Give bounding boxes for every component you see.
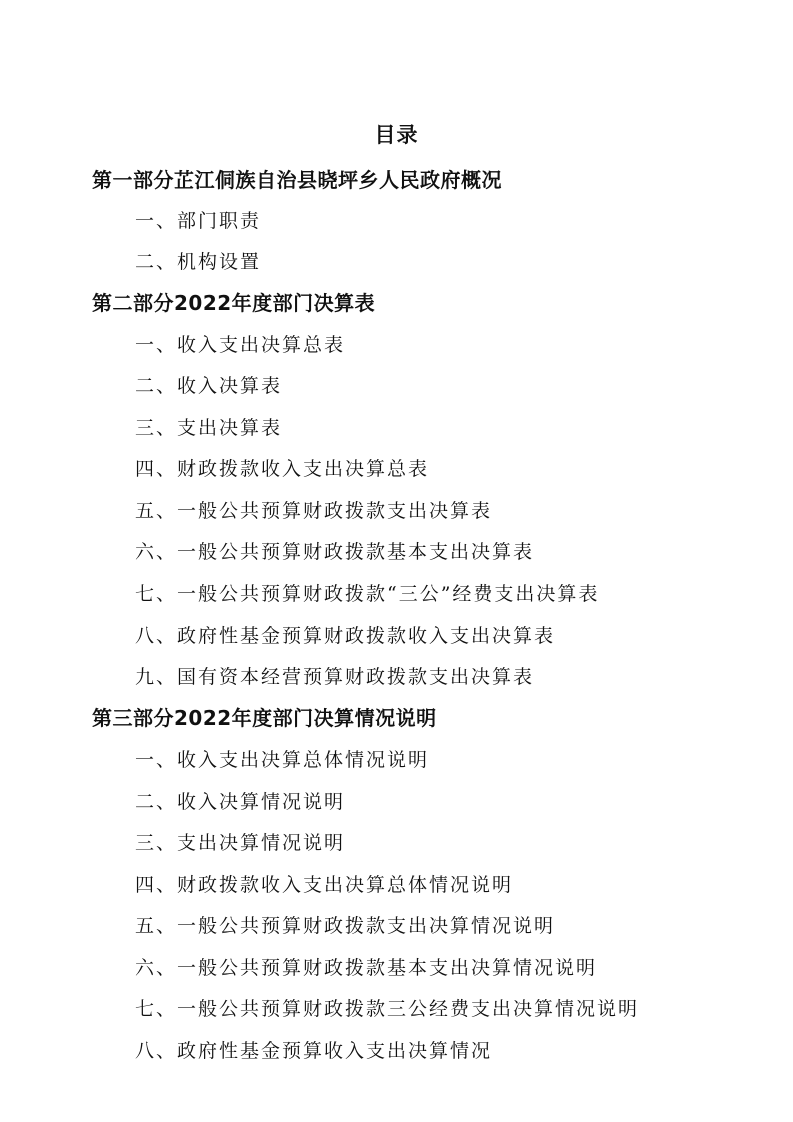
toc-item: 三、支出决算表 xyxy=(135,417,283,439)
toc-item: 四、财政拨款收入支出决算总体情况说明 xyxy=(135,874,514,896)
toc-item: 一、收入支出决算总表 xyxy=(135,334,346,356)
toc-title: 目录 xyxy=(374,123,419,147)
toc-item: 五、一般公共预算财政拨款支出决算情况说明 xyxy=(135,915,556,937)
toc-item: 九、国有资本经营预算财政拨款支出决算表 xyxy=(135,666,535,688)
toc-item: 三、支出决算情况说明 xyxy=(135,832,346,854)
toc-item: 六、一般公共预算财政拨款基本支出决算表 xyxy=(135,541,535,563)
toc-item: 八、政府性基金预算收入支出决算情况 xyxy=(135,1040,493,1062)
toc-item: 一、部门职责 xyxy=(135,210,262,232)
section-heading-part-3: 第三部分2022年度部门决算情况说明 xyxy=(92,706,437,730)
toc-item: 五、一般公共预算财政拨款支出决算表 xyxy=(135,500,493,522)
toc-item: 四、财政拨款收入支出决算总表 xyxy=(135,458,430,480)
toc-item: 一、收入支出决算总体情况说明 xyxy=(135,749,430,771)
toc-item: 八、政府性基金预算财政拨款收入支出决算表 xyxy=(135,625,556,647)
toc-item: 六、一般公共预算财政拨款基本支出决算情况说明 xyxy=(135,957,598,979)
toc-item: 七、一般公共预算财政拨款“三公”经费支出决算表 xyxy=(135,583,600,605)
toc-item: 二、收入决算表 xyxy=(135,375,283,397)
section-heading-part-2: 第二部分2022年度部门决算表 xyxy=(92,291,376,315)
toc-item: 七、一般公共预算财政拨款三公经费支出决算情况说明 xyxy=(135,998,640,1020)
toc-item: 二、收入决算情况说明 xyxy=(135,791,346,813)
toc-item: 二、机构设置 xyxy=(135,251,262,273)
section-heading-part-1: 第一部分芷江侗族自治县晓坪乡人民政府概况 xyxy=(92,168,502,192)
